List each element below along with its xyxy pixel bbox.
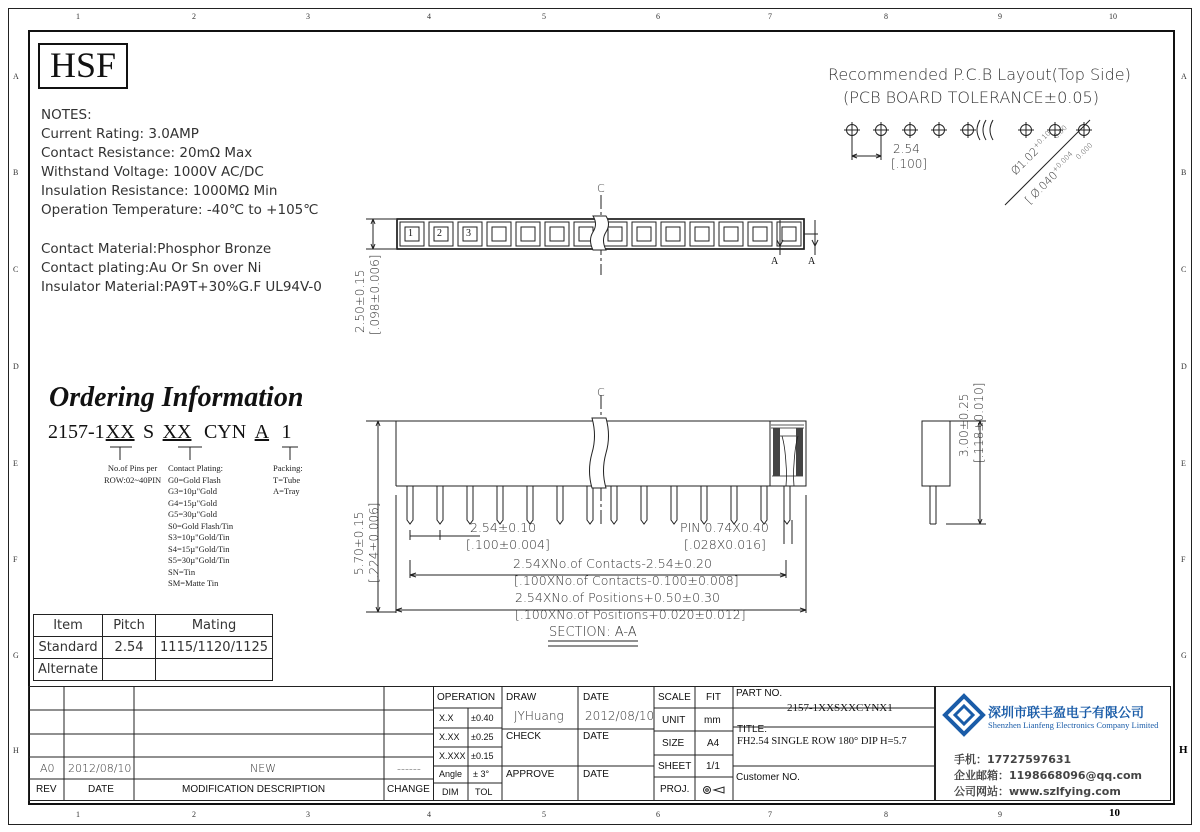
pin-size-in: [.028X0.016] [684,537,766,552]
company-logo-icon [941,692,987,738]
zone-col-label: 7 [768,810,772,819]
connector-cell-hole [724,227,738,241]
zone-row-label: F [1181,555,1186,564]
table-cell: 2.54 [103,637,156,659]
table-header: Item [34,615,103,637]
tol-key: X.X [439,713,454,723]
unit-value: mm [704,715,721,726]
plating-option: S5=30µ"Gold/Tin [168,555,230,565]
dim-label: DIM [442,787,459,797]
rev-value: A0 [40,762,55,775]
material-line: Insulator Material:PA9T+30%G.F UL94V-0 [41,279,322,295]
connector-cell-hole [521,227,535,241]
front-pitch-in: [.100±0.004] [466,537,550,552]
connector-cell-hole [753,227,767,241]
contact-pin [497,486,503,524]
draw-date: 2012/08/10 [585,709,655,723]
sheet-label: SHEET [658,761,692,772]
connector-cell-hole [782,227,796,241]
customer-no-label: Customer NO. [736,772,800,783]
tol-key: Angle [439,769,463,779]
tol-value: ±0.15 [471,751,494,761]
zone-col-label: 5 [542,12,546,21]
connector-cell-hole [695,227,709,241]
zone-col-label: 9 [998,810,1002,819]
notes-heading: NOTES: [41,107,92,123]
zone-row-label: G [13,651,19,660]
zone-row-label: B [1181,168,1187,177]
check-label: CHECK [506,731,542,742]
connector-cell-hole [550,227,564,241]
zone-col-label: 10 [1109,12,1117,21]
code-suffix: 1 [281,421,292,443]
rev-date: 2012/08/10 [68,762,132,775]
plating-option: G5=30µ"Gold [168,509,218,519]
table-cell: 1115/1120/1125 [156,637,273,659]
connector-cell [690,222,714,246]
contact-pin [557,486,563,524]
desc-header: MODIFICATION DESCRIPTION [182,784,326,795]
hole-mm-tol-plus: +0.10 [1031,129,1053,151]
plating-option: G3=10µ"Gold [168,486,218,496]
zone-col-label: 5 [542,810,546,819]
connector-cell [661,222,685,246]
zone-col-label: 7 [768,12,772,21]
front-height-mm: 5.70±0.15 [352,511,366,575]
note-line: Current Rating: 3.0AMP [41,126,199,142]
plating-option: S0=Gold Flash/Tin [168,520,234,531]
table-header: Mating [156,615,273,637]
zone-row-label: H [1179,744,1188,756]
code-type: CYN [203,421,247,443]
top-centerline-mark: C [597,182,605,195]
zone-col-label: 4 [427,810,431,819]
side-height-in: [.118±0.010] [972,382,986,463]
connector-cell-hole [608,227,622,241]
zone-col-label: 6 [656,12,660,21]
size-value: A4 [707,738,720,749]
section-mark-right: A [808,256,816,267]
size-label: SIZE [662,738,685,749]
contact-pin [587,486,593,524]
pcb-pitch-mm: 2.54 [893,142,920,156]
hole-in-tol-plus: +0.004 [1050,150,1075,175]
front-centerline-mark: C [597,386,605,399]
zone-row-label: B [13,168,19,177]
approve-label: APPROVE [506,769,555,780]
table-cell [103,659,156,681]
ordering-title: Ordering Information [49,382,304,413]
plating-title: Contact Plating: [168,463,224,473]
contact-pin [761,486,767,524]
contact-pin [641,486,647,524]
part-no-value: 2157-1XXSXXCYNX1 [787,702,893,714]
rev-change: ------ [397,762,421,775]
plating-option: S3=10µ"Gold/Tin [168,532,230,542]
zone-row-label: A [13,72,19,81]
title-label: TITLE: [737,724,768,735]
connector-cell-hole [666,227,680,241]
contact-pin [437,486,443,524]
connector-cell-hole [492,227,506,241]
contact-pin [527,486,533,524]
contact-pin [611,486,617,524]
front-height-in: [.224±0.006] [367,502,381,583]
note-line: Withstand Voltage: 1000V AC/DC [41,164,264,180]
zone-row-label: E [13,459,18,468]
table-header: Pitch [103,615,156,637]
contacts-length-mm: 2.54XNo.of Contacts-2.54±0.20 [513,556,712,571]
code-plating: XX [162,421,192,443]
connector-cell-hole [637,227,651,241]
pin-number: 1 [408,228,413,239]
company-name-en: Shenzhen Lianfeng Electronics Company Limited [988,720,1159,730]
tol-value: ±0.25 [471,732,494,742]
note-line: Insulation Resistance: 1000MΩ Min [41,183,278,199]
section-label: SECTION: A-A [549,625,637,640]
packing-option: T=Tube [273,474,301,485]
plating-option: SN=Tin [168,566,196,577]
plating-option: S4=15µ"Gold/Tin [168,543,230,554]
proj-label: PROJ. [660,784,690,795]
code-packing: A [254,421,270,443]
tol-value: ±0.40 [471,713,494,723]
zone-col-label: 1 [76,810,80,819]
zone-row-label: C [13,265,19,274]
unit-label: UNIT [662,715,686,726]
zone-col-label: 4 [427,12,431,21]
zone-col-label: 3 [306,12,310,21]
note-line: Operation Temperature: -40℃ to +105℃ [41,202,319,218]
tol-key: X.XXX [439,751,466,761]
operation-label: OPERATION [437,692,496,703]
table-header-row [34,615,273,637]
tol-key: X.XX [439,732,460,742]
zone-col-label: 3 [306,810,310,819]
company-email: 企业邮箱：1198668096@qq.com [954,769,1143,782]
zone-row-label: C [1181,265,1187,274]
pitch-mating-table [33,614,273,681]
title-value: FH2.54 SINGLE ROW 180° DIP H=5.7 [737,736,907,747]
positions-length-in: [.100XNo.of Positions+0.020±0.012] [515,607,746,622]
hole-in-value: [ Ø.040 [1022,168,1061,207]
pcb-pitch-in: [.100] [891,157,928,171]
front-pitch-mm: 2.54±0.10 [470,520,537,535]
hole-mm-value: Ø1.02 [1008,145,1042,178]
table-row [34,659,273,681]
connector-cell [748,222,772,246]
contacts-length-in: [.100XNo.of Contacts-0.100±0.008] [514,573,739,588]
connector-cell [777,222,801,246]
material-line: Contact plating:Au Or Sn over Ni [41,260,262,276]
rev-description: NEW [250,762,277,775]
contact-pin [407,486,413,524]
zone-row-label: D [1181,362,1187,371]
pins-note-line: No.of Pins per [107,463,158,473]
part-no-label: PART NO. [736,688,783,699]
connector-cell [545,222,569,246]
code-prefix: 2157-1 [48,421,105,443]
zone-row-label: E [1181,459,1186,468]
zone-row-label: A [1181,72,1187,81]
contact-pin [784,486,790,524]
packing-title: Packing: [273,463,303,473]
zone-col-label: 8 [884,810,888,819]
zone-col-label: 2 [192,810,196,819]
code-pins: XX [105,421,135,443]
table-cell: Alternate [34,659,103,681]
code-row: S [143,421,155,443]
positions-length-mm: 2.54XNo.of Positions+0.50±0.30 [515,590,720,605]
contact-pin [671,486,677,524]
note-line: Contact Resistance: 20mΩ Max [41,145,253,161]
side-height-mm: 3.00±0.25 [957,393,971,457]
date-label: DATE [583,692,609,703]
date-header: DATE [88,784,114,795]
pin-number: 3 [466,228,471,239]
pcb-tolerance: (PCB BOARD TOLERANCE±0.05) [843,88,1099,107]
plating-option: SM=Matte Tin [168,578,219,588]
plating-option: G4=15µ"Gold [168,497,218,508]
zone-col-label: 6 [656,810,660,819]
hole-in-tol-minus: 0.000 [1074,141,1095,162]
connector-cell [516,222,540,246]
scale-label: SCALE [658,692,691,703]
hole-mm-tol-minus: 0.00 [1052,123,1069,141]
connector-cell [487,222,511,246]
material-line: Contact Material:Phosphor Bronze [41,241,272,257]
tol-value: ± 3° [473,769,490,779]
pin-number: 2 [437,228,442,239]
change-header: CHANGE [387,784,430,795]
zone-col-label: 8 [884,12,888,21]
pin-size-mm: PIN 0.74X0.40 [680,520,769,535]
plating-option: G0=Gold Flash [168,474,221,485]
zone-row-label: D [13,362,19,371]
sheet-value: 1/1 [706,761,720,772]
connector-cell [719,222,743,246]
contact-pin [701,486,707,524]
table-row [34,637,273,659]
rev-header: REV [36,784,57,795]
top-height-mm: 2.50±0.15 [353,269,367,333]
zone-col-label: 10 [1109,807,1120,819]
zone-row-label: H [13,746,19,755]
approve-date-label: DATE [583,769,609,780]
tol-label: TOL [475,787,493,797]
zone-row-label: G [1181,651,1187,660]
company-name-cn: 深圳市联丰盈电子有限公司 [988,706,1145,721]
contact-pin [467,486,473,524]
hsf-logo: HSF [38,43,128,89]
top-height-in: [.098±0.006] [368,254,382,335]
contact-pin [731,486,737,524]
fit-label: FIT [706,692,721,703]
company-phone: 手机：17727597631 [954,753,1072,766]
draw-label: DRAW [506,692,537,703]
zone-col-label: 1 [76,12,80,21]
table-cell [156,659,273,681]
pins-note-line: ROW:02~40PIN [104,474,162,485]
connector-cell [632,222,656,246]
section-mark-left: A [771,256,779,267]
zone-row-label: F [13,555,18,564]
check-date-label: DATE [583,731,609,742]
projection-symbol-icon [702,785,728,795]
company-website: 公司网站：www.szlfying.com [954,785,1121,798]
pcb-layout-title: Recommended P.C.B Layout(Top Side) [828,65,1131,84]
table-cell: Standard [34,637,103,659]
packing-option: A=Tray [273,486,300,496]
zone-col-label: 2 [192,12,196,21]
zone-col-label: 9 [998,12,1002,21]
drawer-name: JYHuang [514,709,564,723]
